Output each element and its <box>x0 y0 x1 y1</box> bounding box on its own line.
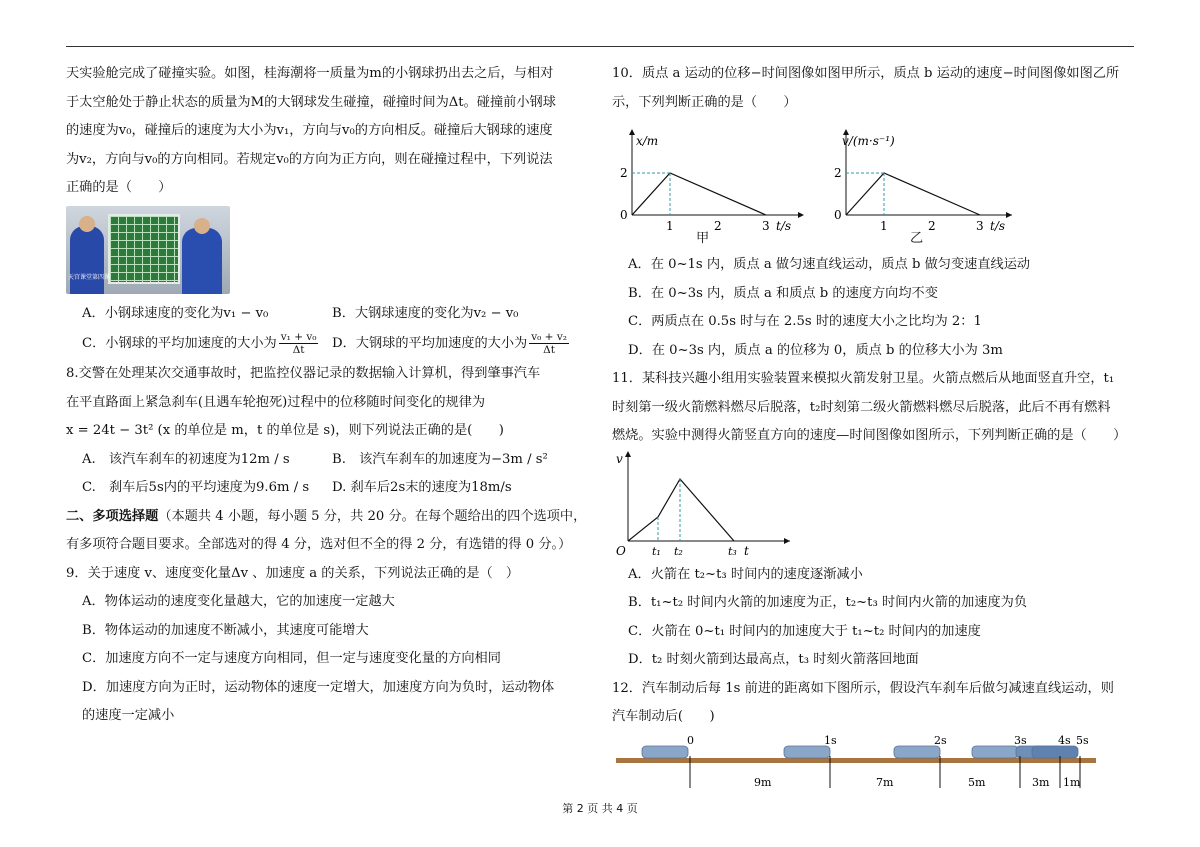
q12-stem-line: 汽车制动后( ) <box>612 709 715 724</box>
fraction-denominator: Δt <box>543 344 555 356</box>
fraction-denominator: Δt <box>292 344 305 356</box>
distance-label: 5m <box>968 775 986 789</box>
q10-graphs <box>612 117 1012 237</box>
q7-option-a: A．小钢球速度的变化为v₁ − v₀ <box>82 305 269 321</box>
q7-option-c <box>82 328 332 360</box>
jia-y-tick: 2 <box>620 166 628 180</box>
q9-option-d: D．加速度方向为正时，运动物体的速度一定增大，加速度方向为负时，运动物体 <box>82 679 555 695</box>
rocket-tick-t1: t₁ <box>652 544 661 558</box>
q7-option-c-fraction <box>279 331 319 356</box>
q7-stem-line: 正确的是（ ） <box>66 180 172 195</box>
rocket-tick-t2: t₂ <box>674 544 683 558</box>
q9-option-a: A．物体运动的速度变化量越大，它的加速度一定越大 <box>82 594 395 609</box>
caption-yi: 乙 <box>910 231 924 246</box>
graph-yi <box>834 129 1012 233</box>
q8-option-b: B. 该汽车刹车的加速度为−3m / s² <box>332 451 548 467</box>
section2-description-line2: 有多项符合题目要求。全部选对的得 4 分，选对但不全的得 2 分，有选错的得 0 分。） <box>66 537 572 552</box>
q11-option-c: C．火箭在 0~t₁ 时间内的加速度大于 t₁~t₂ 时间内的加速度 <box>628 623 981 639</box>
astronaut-head <box>79 216 95 232</box>
q11-option-a: A．火箭在 t₂~t₃ 时间内的速度逐渐减小 <box>628 566 863 582</box>
time-labels <box>687 734 1089 747</box>
q7-option-b: B．大钢球速度的变化为v₂ − v₀ <box>332 305 519 321</box>
q7-option-c-text: C．小钢球的平均加速度的大小为 <box>82 336 277 351</box>
jia-x-label: t/s <box>776 219 792 233</box>
caption-jia: 甲 <box>696 231 710 246</box>
q10-option-d: D．在 0~3s 内，质点 a 的位移为 0，质点 b 的位移大小为 3m <box>628 342 1003 358</box>
yi-line <box>846 173 980 215</box>
q11-stem-line: 11．某科技兴趣小组用实验装置来模拟火箭发射卫星。火箭点燃后从地面竖直升空，t₁ <box>612 371 1115 386</box>
rocket-x-label: t <box>744 543 749 558</box>
jia-x-tick: 1 <box>666 219 674 233</box>
car-icon <box>972 746 1018 758</box>
yi-x-label: t/s <box>990 219 1006 233</box>
rocket-vt-graph <box>612 451 812 561</box>
q9-option-c: C．加速度方向不一定与速度方向相同，但一定与速度变化量的方向相同 <box>82 651 501 666</box>
q7-stem-line: 为v₂，方向与v₀的方向相同。若规定v₀的方向为正方向，则在碰撞过程中，下列说法 <box>66 151 553 167</box>
right-column <box>612 60 1140 796</box>
distance-label: 3m <box>1032 775 1050 789</box>
q9-option-b: B．物体运动的加速度不断减小，其速度可能增大 <box>82 622 369 638</box>
q9-stem: 9．关于速度 v、速度变化量Δv 、加速度 a 的关系，下列说法正确的是（ ） <box>66 565 520 581</box>
q8-option-d: D. 刹车后2s末的速度为18m/s <box>332 480 512 495</box>
distance-label: 7m <box>876 775 894 789</box>
q8-options-ab <box>66 446 594 475</box>
time-label: 5s <box>1076 733 1089 747</box>
time-label: 0 <box>687 733 694 747</box>
distance-label: 9m <box>754 775 772 789</box>
section2-header <box>66 503 594 532</box>
car-icon <box>642 746 688 758</box>
graph-captions <box>612 231 1140 251</box>
left-column <box>66 60 594 731</box>
photo-caption: 天宫课堂第四课 <box>68 274 111 281</box>
q8-option-c: C. 刹车后5s内的平均速度为9.6m / s <box>82 480 310 495</box>
q7-option-d-fraction <box>529 331 569 356</box>
page-footer: 第 2 页 共 4 页 <box>562 802 638 815</box>
q11-option-b: B．t₁~t₂ 时间内火箭的加速度为正，t₂~t₃ 时间内火箭的加速度为负 <box>628 595 1028 610</box>
astronaut-head <box>194 218 210 234</box>
graph-jia <box>620 129 804 233</box>
time-label: 4s <box>1058 733 1071 747</box>
fraction-numerator: v₁ + v₀ <box>280 331 317 343</box>
q12-stem-line: 12．汽车制动后每 1s 前进的距离如下图所示，假设汽车刹车后做匀减速直线运动，则 <box>612 680 1114 696</box>
q10-option-c: C．两质点在 0.5s 时与在 2.5s 时的速度大小之比均为 2：1 <box>628 314 982 329</box>
yi-origin: 0 <box>834 208 842 222</box>
q10-option-b: B．在 0~3s 内，质点 a 和质点 b 的速度方向均不变 <box>628 285 938 301</box>
q11-stem-line: 时刻第一级火箭燃料燃尽后脱落，t₂时刻第二级火箭燃料燃尽后脱落，此后不再有燃料 <box>612 399 1111 415</box>
fraction-numerator: v₀ + v₂ <box>531 331 567 343</box>
yi-x-tick: 2 <box>928 219 936 233</box>
astronaut-right <box>182 228 222 294</box>
jia-line <box>632 173 766 215</box>
q7-options-cd <box>66 328 594 360</box>
car-icon <box>1032 746 1078 758</box>
space-station-photo <box>66 206 230 294</box>
header-rule <box>66 46 1134 47</box>
q7-option-d <box>332 328 571 360</box>
jia-x-tick: 2 <box>714 219 722 233</box>
rocket-origin: O <box>616 543 626 558</box>
yi-x-tick: 3 <box>976 219 984 233</box>
road <box>616 758 1096 763</box>
jia-y-label: x/m <box>636 134 659 148</box>
distance-label: 1m <box>1063 775 1081 789</box>
q11-option-d: D．t₂ 时刻火箭到达最高点，t₃ 时刻火箭落回地面 <box>628 652 919 667</box>
yi-y-label: v/(m·s⁻¹) <box>842 134 895 148</box>
car-icon <box>894 746 940 758</box>
car-braking-figure <box>612 734 1102 796</box>
jia-origin: 0 <box>620 208 628 222</box>
q11-stem-line: 燃烧。实验中测得火箭竖直方向的速度—时间图像如图所示，下列判断正确的是（ ） <box>612 428 1127 443</box>
q8-stem-line: 8.交警在处理某次交通事故时，把监控仪器记录的数据输入计算机，得到肇事汽车 <box>66 366 541 381</box>
q10-option-a: A．在 0~1s 内，质点 a 做匀速直线运动，质点 b 做匀变速直线运动 <box>628 257 1031 272</box>
yi-x-tick: 1 <box>880 219 888 233</box>
section2-description: （本题共 4 小题，每小题 5 分，共 20 分。在每个题给出的四个选项中， <box>158 508 587 524</box>
time-label: 2s <box>934 733 947 747</box>
q7-stem-line: 天实验舱完成了碰撞实验。如图，桂海潮将一质量为m的小钢球扔出去之后，与相对 <box>66 66 554 81</box>
q7-stem-line: 的速度为v₀，碰撞后的速度为大小为v₁，方向与v₀的方向相反。碰撞后大钢球的速度 <box>66 123 553 138</box>
grid-board <box>108 214 180 284</box>
q9-option-d-cont: 的速度一定减小 <box>82 708 175 723</box>
q7-options-ab <box>66 300 594 329</box>
car-icon <box>784 746 830 758</box>
q8-stem-line: 在平直路面上紧急刹车(且遇车轮抱死)过程中的位移随时间变化的规律为 <box>66 394 486 410</box>
q7-option-d-text: D．大钢球的平均加速度的大小为 <box>332 336 528 351</box>
cars <box>642 746 1078 758</box>
q10-stem-line: 10．质点 a 运动的位移−时间图像如图甲所示，质点 b 运动的速度−时间图像如图乙所 <box>612 66 1120 81</box>
rocket-y-label: v <box>616 451 623 466</box>
rocket-vt-line <box>628 479 734 541</box>
section2-title: 二、多项选择题 <box>66 508 159 524</box>
yi-y-tick: 2 <box>834 166 842 180</box>
rocket-tick-t3: t₃ <box>728 544 737 558</box>
q8-option-a: A. 该汽车刹车的初速度为12m / s <box>82 451 290 467</box>
jia-x-tick: 3 <box>762 219 770 233</box>
q10-stem-line: 示，下列判断正确的是（ ） <box>612 94 797 110</box>
time-label: 3s <box>1014 733 1027 747</box>
time-label: 1s <box>824 733 837 747</box>
q8-options-cd <box>66 474 594 503</box>
distance-labels <box>754 776 1081 789</box>
q8-stem-line: x = 24t − 3t² (x 的单位是 m，t 的单位是 s)，则下列说法正确的是( ) <box>66 423 504 438</box>
q7-stem-line: 于太空舱处于静止状态的质量为M的大钢球发生碰撞，碰撞时间为Δt。碰撞前小钢球 <box>66 94 556 110</box>
